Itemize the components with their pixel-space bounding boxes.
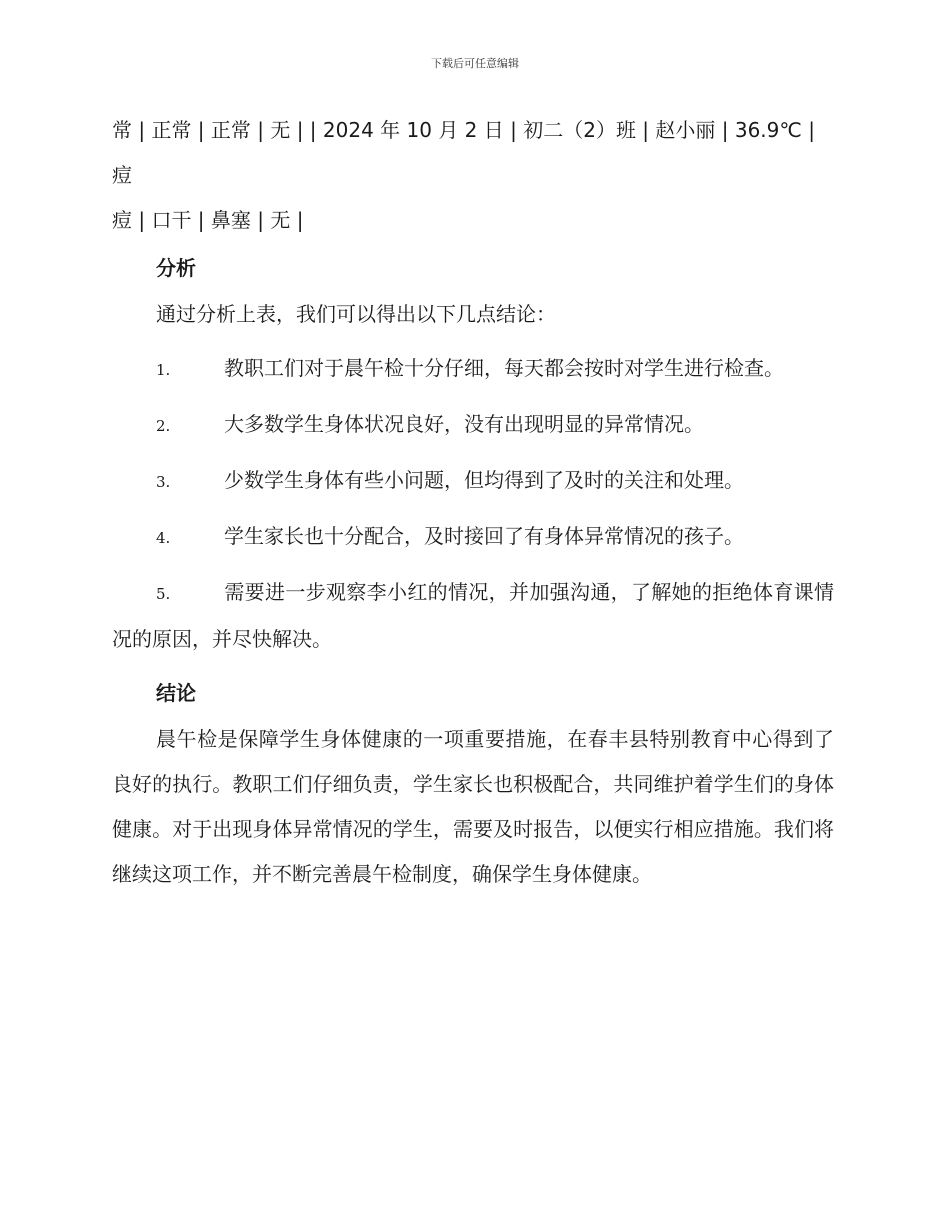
list-number: 5.: [156, 585, 171, 603]
header-note: 下载后可任意编辑: [431, 57, 519, 70]
analysis-heading: 分析: [156, 256, 196, 280]
list-text: 需要进一步观察李小红的情况，并加强沟通，了解她的拒绝体育课情况的原因，并尽快解决。: [112, 580, 834, 651]
list-text: 大多数学生身体状况良好，没有出现明显的异常情况。: [224, 412, 704, 436]
table-tail-line-1: 常 | 正常 | 正常 | 无 | | 2024 年 10 月 2 日 | 初二（2）班 | 赵小丽 | 36.9℃ | 痘: [112, 118, 815, 187]
document-body: [112, 108, 834, 897]
conclusion-heading: 结论: [156, 681, 196, 705]
list-text: 教职工们对于晨午检十分仔细，每天都会按时对学生进行检查。: [224, 356, 784, 380]
list-item: [112, 346, 834, 393]
conclusion-body: 晨午检是保障学生身体健康的一项重要措施，在春丰县特别教育中心得到了良好的执行。教职工们仔细负责，学生家长也积极配合，共同维护着学生们的身体健康。对于出现身体异常情况的学生，需要及时报告，以便实行相应措施。我们将继续这项工作，并不断完善晨午检制度，确保学生身体健康。: [112, 727, 834, 886]
list-item: [112, 458, 834, 505]
list-item: [112, 402, 834, 449]
list-item: [112, 514, 834, 561]
list-number: 3.: [156, 473, 171, 491]
list-number: 1.: [156, 361, 171, 379]
table-tail-line-2: 痘 | 口干 | 鼻塞 | 无 |: [112, 208, 304, 232]
list-item: [112, 570, 834, 662]
list-text: 学生家长也十分配合，及时接回了有身体异常情况的孩子。: [224, 524, 744, 548]
list-number: 4.: [156, 529, 171, 547]
analysis-list: [112, 346, 834, 662]
list-number: 2.: [156, 417, 171, 435]
analysis-intro: 通过分析上表，我们可以得出以下几点结论：: [156, 302, 556, 326]
list-text: 少数学生身体有些小问题，但均得到了及时的关注和处理。: [224, 468, 744, 492]
